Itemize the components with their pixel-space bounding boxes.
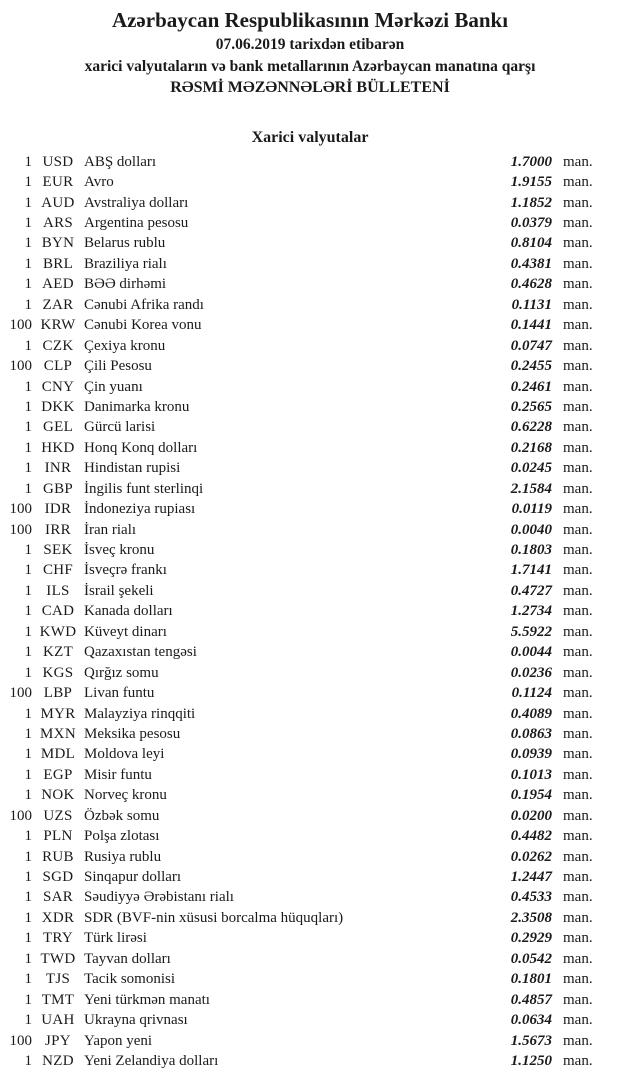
unit-label: man. — [563, 725, 593, 742]
currency-name: Yeni Zelandiya dolları — [84, 1052, 219, 1069]
unit-label: man. — [563, 542, 593, 559]
rate-value: 0.2565 — [510, 398, 552, 415]
rate-value: 0.4482 — [510, 828, 552, 845]
rate-value: 0.0236 — [510, 664, 552, 681]
currency-code: AED — [42, 276, 74, 293]
currency-row — [0, 336, 620, 356]
currency-quantity: 1 — [24, 562, 32, 579]
currency-quantity: 100 — [9, 317, 32, 334]
rate-value: 0.4533 — [510, 889, 552, 906]
rate-value: 0.1954 — [510, 787, 552, 804]
currency-name: Avro — [84, 174, 114, 191]
currency-row — [0, 663, 620, 683]
rate-value: 0.4628 — [510, 276, 552, 293]
currency-quantity: 1 — [24, 255, 32, 272]
currency-code: UZS — [43, 807, 73, 824]
currency-quantity: 100 — [9, 501, 32, 518]
unit-label: man. — [563, 889, 593, 906]
currency-code: BYN — [41, 235, 75, 252]
currency-quantity: 1 — [24, 644, 32, 661]
currency-code: MYR — [40, 705, 76, 722]
currency-code: SEK — [43, 542, 73, 559]
unit-label: man. — [563, 869, 593, 886]
currency-row — [0, 193, 620, 213]
currency-code: RUB — [42, 848, 74, 865]
bank-title: Azərbaycan Respublikasının Mərkəzi Bankı — [111, 8, 509, 32]
rate-value: 1.1250 — [510, 1052, 552, 1069]
currency-row — [0, 990, 620, 1010]
rate-value: 1.2447 — [510, 869, 552, 886]
currency-name: Türk lirəsi — [84, 930, 147, 947]
unit-label: man. — [563, 664, 593, 681]
currency-code: CNY — [41, 378, 75, 395]
currency-quantity: 1 — [24, 971, 32, 988]
currency-row — [0, 643, 620, 663]
currency-row — [0, 275, 620, 295]
currency-quantity: 1 — [24, 991, 32, 1008]
currency-code: TMT — [41, 991, 75, 1008]
currency-code: EGP — [43, 766, 73, 783]
rate-value: 0.1803 — [510, 542, 552, 559]
currency-row — [0, 377, 620, 397]
rate-value: 0.0379 — [510, 215, 552, 232]
unit-label: man. — [563, 194, 593, 211]
rate-value: 0.1801 — [510, 971, 552, 988]
currency-row — [0, 418, 620, 438]
rate-value: 0.2929 — [510, 930, 552, 947]
currency-name: Malayziya rinqqiti — [84, 705, 196, 722]
currency-code: TJS — [45, 971, 71, 988]
currency-name: Misir funtu — [84, 766, 152, 783]
rate-value: 0.0747 — [510, 337, 552, 354]
rate-value: 0.1441 — [510, 317, 552, 334]
unit-label: man. — [563, 419, 593, 436]
rate-value: 0.0542 — [510, 950, 552, 967]
currency-code: CAD — [41, 603, 75, 620]
currency-name: Avstraliya dolları — [84, 194, 189, 211]
currency-quantity: 1 — [24, 378, 32, 395]
currency-name: Özbək somu — [84, 807, 160, 824]
currency-quantity: 1 — [24, 746, 32, 763]
rate-value: 1.2734 — [510, 603, 552, 620]
currency-row — [0, 213, 620, 233]
currency-quantity: 100 — [9, 807, 32, 824]
rate-value: 0.4381 — [510, 255, 552, 272]
currency-name: Kanada dolları — [84, 603, 173, 620]
currency-row — [0, 172, 620, 192]
currency-quantity: 1 — [24, 909, 32, 926]
bulletin-header — [0, 0, 620, 98]
currency-quantity: 1 — [24, 603, 32, 620]
currency-row — [0, 234, 620, 254]
currency-row — [0, 1031, 620, 1051]
currency-quantity: 100 — [9, 685, 32, 702]
currency-quantity: 1 — [24, 705, 32, 722]
currency-code: ARS — [42, 215, 74, 232]
unit-label: man. — [563, 623, 593, 640]
unit-label: man. — [563, 337, 593, 354]
currency-code: ILS — [46, 582, 70, 599]
currency-row — [0, 622, 620, 642]
currency-quantity: 1 — [24, 869, 32, 886]
rate-value: 0.1131 — [511, 296, 552, 313]
currency-code: NOK — [41, 787, 75, 804]
currency-name: Ukrayna qrivnası — [84, 1012, 188, 1029]
currency-quantity: 1 — [24, 398, 32, 415]
currency-quantity: 1 — [24, 153, 32, 170]
unit-label: man. — [563, 378, 593, 395]
effective-date-line: 07.06.2019 tarixdən etibarən — [215, 36, 405, 53]
currency-code: KGS — [42, 664, 74, 681]
currency-name: İsveçrə frankı — [84, 562, 167, 579]
currency-row — [0, 847, 620, 867]
currency-quantity: 1 — [24, 419, 32, 436]
currency-quantity: 1 — [24, 215, 32, 232]
currency-code: KWD — [39, 623, 77, 640]
unit-label: man. — [563, 296, 593, 313]
rate-value: 2.1584 — [510, 480, 552, 497]
rate-value: 0.1013 — [510, 766, 552, 783]
currency-quantity: 1 — [24, 664, 32, 681]
currency-name: ABŞ dolları — [84, 153, 157, 170]
currency-quantity: 1 — [24, 828, 32, 845]
currency-name: Norveç kronu — [84, 787, 167, 804]
section-title: Xarici valyutalar — [251, 129, 369, 146]
currency-row — [0, 683, 620, 703]
currency-row — [0, 806, 620, 826]
currency-row — [0, 561, 620, 581]
unit-label: man. — [563, 501, 593, 518]
currency-row — [0, 295, 620, 315]
rate-value: 0.6228 — [510, 419, 552, 436]
currency-code: UAH — [41, 1012, 75, 1029]
currency-code: MXN — [40, 725, 76, 742]
currency-code: PLN — [43, 828, 73, 845]
currency-quantity: 1 — [24, 460, 32, 477]
currency-name: İngilis funt sterlinqi — [84, 480, 204, 497]
currency-name: Danimarka kronu — [84, 398, 190, 415]
currency-quantity: 1 — [24, 950, 32, 967]
currency-name: Yeni türkmən manatı — [84, 991, 210, 1008]
rate-value: 1.5673 — [510, 1032, 552, 1049]
currency-quantity: 1 — [24, 235, 32, 252]
currency-code: KRW — [40, 317, 76, 334]
currency-quantity: 1 — [24, 194, 32, 211]
unit-label: man. — [563, 971, 593, 988]
currency-name: İsrail şekeli — [84, 582, 154, 599]
currency-quantity: 1 — [24, 848, 32, 865]
currency-row — [0, 826, 620, 846]
rate-value: 1.9155 — [510, 174, 552, 191]
currency-row — [0, 254, 620, 274]
currency-name: İran rialı — [84, 521, 137, 538]
rate-value: 0.0119 — [511, 501, 552, 518]
currency-name: Gürcü larisi — [84, 419, 156, 436]
rate-value: 0.4727 — [510, 582, 552, 599]
currency-name: Çexiya kronu — [84, 337, 166, 354]
currency-code: INR — [44, 460, 72, 477]
currency-quantity: 1 — [24, 337, 32, 354]
currency-name: Küveyt dinarı — [84, 623, 167, 640]
rate-value: 0.4857 — [510, 991, 552, 1008]
currency-code: TWD — [40, 950, 76, 967]
unit-label: man. — [563, 1052, 593, 1069]
currency-name: Səudiyyə Ərəbistanı rialı — [84, 889, 234, 906]
currency-row — [0, 1010, 620, 1030]
rate-value: 2.3508 — [510, 909, 552, 926]
currency-quantity: 1 — [24, 439, 32, 456]
currency-name: Polşa zlotası — [84, 828, 160, 845]
currency-row — [0, 316, 620, 336]
currency-name: Qazaxıstan tengəsi — [84, 644, 197, 661]
currency-quantity: 1 — [24, 582, 32, 599]
currency-table — [0, 152, 620, 1072]
currency-code: CZK — [42, 337, 74, 354]
currency-name: Hindistan rupisi — [84, 460, 181, 477]
currency-row — [0, 479, 620, 499]
unit-label: man. — [563, 644, 593, 661]
currency-row — [0, 704, 620, 724]
currency-quantity: 1 — [24, 889, 32, 906]
currency-quantity: 1 — [24, 623, 32, 640]
currency-name: Livan funtu — [84, 685, 155, 702]
currency-code: JPY — [45, 1032, 71, 1049]
unit-label: man. — [563, 480, 593, 497]
unit-label: man. — [563, 460, 593, 477]
unit-label: man. — [563, 317, 593, 334]
currency-row — [0, 438, 620, 458]
currency-row — [0, 397, 620, 417]
currency-row — [0, 908, 620, 928]
currency-row — [0, 581, 620, 601]
currency-name: Meksika pesosu — [84, 725, 181, 742]
currency-name: Tayvan dolları — [84, 950, 171, 967]
rate-value: 1.1852 — [510, 194, 552, 211]
rate-value: 1.7141 — [510, 562, 552, 579]
currency-row — [0, 540, 620, 560]
currency-code: TRY — [42, 930, 74, 947]
currency-code: MDL — [40, 746, 76, 763]
unit-label: man. — [563, 1032, 593, 1049]
unit-label: man. — [563, 705, 593, 722]
currency-code: NZD — [42, 1052, 74, 1069]
unit-label: man. — [563, 1012, 593, 1029]
currency-quantity: 1 — [24, 766, 32, 783]
rate-value: 0.2461 — [510, 378, 552, 395]
unit-label: man. — [563, 848, 593, 865]
rate-value: 0.8104 — [510, 235, 552, 252]
unit-label: man. — [563, 398, 593, 415]
currency-quantity: 1 — [24, 1052, 32, 1069]
unit-label: man. — [563, 358, 593, 375]
currency-name: Sinqapur dolları — [84, 869, 182, 886]
unit-label: man. — [563, 174, 593, 191]
rate-value: 0.0044 — [510, 644, 552, 661]
currency-name: Çin yuanı — [84, 378, 143, 395]
unit-label: man. — [563, 521, 593, 538]
currency-name: Çili Pesosu — [84, 358, 152, 375]
unit-label: man. — [563, 215, 593, 232]
currency-quantity: 1 — [24, 542, 32, 559]
currency-name: İsveç kronu — [84, 542, 155, 559]
currency-quantity: 100 — [9, 358, 32, 375]
currency-code: KZT — [42, 644, 74, 661]
currency-code: USD — [42, 153, 74, 170]
currency-row — [0, 602, 620, 622]
rate-value: 0.0040 — [510, 521, 552, 538]
unit-label: man. — [563, 930, 593, 947]
currency-code: DKK — [41, 398, 75, 415]
currency-row — [0, 745, 620, 765]
unit-label: man. — [563, 439, 593, 456]
unit-label: man. — [563, 562, 593, 579]
unit-label: man. — [563, 255, 593, 272]
currency-row — [0, 888, 620, 908]
unit-label: man. — [563, 807, 593, 824]
currency-code: SGD — [42, 869, 74, 886]
currency-name: Honq Konq dolları — [84, 439, 198, 456]
currency-name: Braziliya rialı — [84, 255, 167, 272]
currency-quantity: 1 — [24, 276, 32, 293]
currency-quantity: 1 — [24, 725, 32, 742]
currency-row — [0, 459, 620, 479]
unit-label: man. — [563, 276, 593, 293]
currency-name: Rusiya rublu — [84, 848, 162, 865]
bulletin-title: RƏSMİ MƏZƏNNƏLƏRİ BÜLLETENİ — [170, 79, 450, 96]
currency-quantity: 1 — [24, 174, 32, 191]
currency-name: İndoneziya rupiası — [84, 501, 196, 518]
currency-code: IRR — [45, 521, 71, 538]
currency-code: CHF — [42, 562, 74, 579]
currency-name: Cənubi Afrika randı — [84, 296, 204, 313]
currency-quantity: 100 — [9, 521, 32, 538]
rate-value: 0.0634 — [510, 1012, 552, 1029]
currency-name: Qırğız somu — [84, 664, 159, 681]
rate-value: 0.0939 — [510, 746, 552, 763]
currency-row — [0, 970, 620, 990]
currency-row — [0, 867, 620, 887]
unit-label: man. — [563, 685, 593, 702]
currency-row — [0, 1051, 620, 1071]
currency-row — [0, 356, 620, 376]
rate-value: 0.0262 — [510, 848, 552, 865]
unit-label: man. — [563, 235, 593, 252]
rate-value: 0.0245 — [510, 460, 552, 477]
currency-code: BRL — [42, 255, 74, 272]
currency-row — [0, 152, 620, 172]
currency-code: CLP — [43, 358, 73, 375]
unit-label: man. — [563, 909, 593, 926]
unit-label: man. — [563, 828, 593, 845]
unit-label: man. — [563, 582, 593, 599]
unit-label: man. — [563, 603, 593, 620]
currency-row — [0, 499, 620, 519]
currency-name: BƏƏ dirhəmi — [84, 276, 167, 293]
currency-code: LBP — [43, 685, 73, 702]
currency-row — [0, 786, 620, 806]
currency-quantity: 1 — [24, 480, 32, 497]
currency-code: IDR — [44, 501, 72, 518]
unit-label: man. — [563, 787, 593, 804]
rate-value: 0.1124 — [511, 685, 552, 702]
rate-value: 0.0200 — [510, 807, 552, 824]
currency-quantity: 100 — [9, 1032, 32, 1049]
currency-quantity: 1 — [24, 930, 32, 947]
currency-code: HKD — [41, 439, 75, 456]
currency-code: GBP — [42, 480, 74, 497]
currency-row — [0, 765, 620, 785]
rate-value: 0.2168 — [510, 439, 552, 456]
unit-label: man. — [563, 950, 593, 967]
currency-code: SAR — [42, 889, 74, 906]
currency-code: XDR — [41, 909, 75, 926]
currency-quantity: 1 — [24, 1012, 32, 1029]
rate-value: 1.7000 — [510, 153, 552, 170]
currency-name: Tacik somonisi — [84, 971, 176, 988]
rate-value: 0.4089 — [510, 705, 552, 722]
currency-name: Cənubi Korea vonu — [84, 317, 202, 334]
rate-value: 0.0863 — [510, 725, 552, 742]
currency-quantity: 1 — [24, 787, 32, 804]
currency-name: Moldova leyi — [84, 746, 165, 763]
unit-label: man. — [563, 766, 593, 783]
currency-row — [0, 949, 620, 969]
bulletin-subtitle: xarici valyutaların və bank metallarının Azərbaycan manatına qarşı — [84, 57, 536, 75]
currency-quantity: 1 — [24, 296, 32, 313]
currency-row — [0, 724, 620, 744]
currency-code: ZAR — [42, 296, 74, 313]
unit-label: man. — [563, 153, 593, 170]
currency-code: AUD — [41, 194, 75, 211]
currency-row — [0, 520, 620, 540]
unit-label: man. — [563, 746, 593, 763]
rate-value: 5.5922 — [510, 623, 552, 640]
currency-code: GEL — [42, 419, 74, 436]
currency-code: EUR — [42, 174, 74, 191]
currency-name: Yapon yeni — [84, 1032, 153, 1049]
rate-value: 0.2455 — [510, 358, 552, 375]
currency-row — [0, 929, 620, 949]
currency-name: SDR (BVF-nin xüsusi borcalma hüquqları) — [84, 909, 344, 926]
currency-name: Belarus rublu — [84, 235, 166, 252]
currency-name: Argentina pesosu — [84, 215, 189, 232]
unit-label: man. — [563, 991, 593, 1008]
